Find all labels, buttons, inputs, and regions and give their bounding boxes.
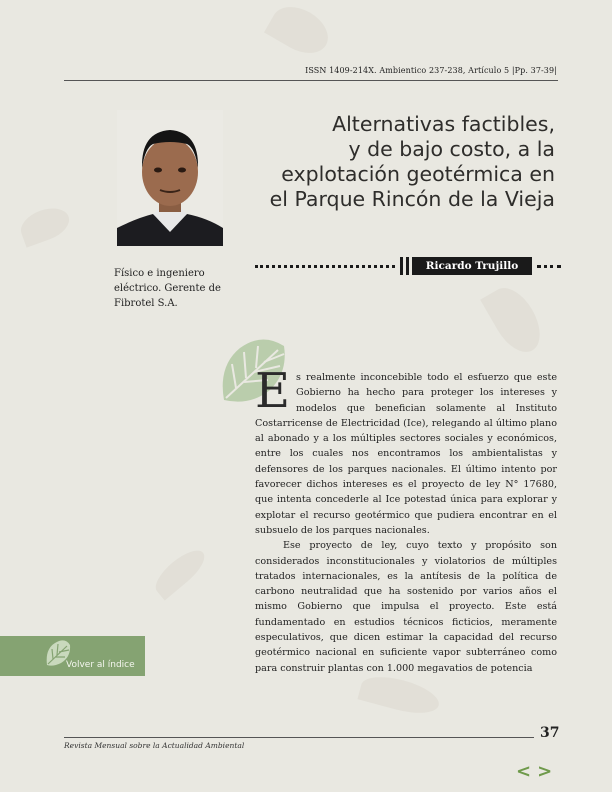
title-line: Alternativas factibles, <box>332 112 555 136</box>
article-title <box>235 112 555 212</box>
issn-citation: ISSN 1409-214X. Ambientico 237-238, Artículo 5 |Pp. 37-39| <box>305 66 557 75</box>
journal-name: Revista Mensual sobre la Actualidad Ambiental <box>64 741 245 750</box>
title-line: explotación geotérmica en <box>281 162 555 186</box>
byline-bars <box>400 257 412 275</box>
dotted-rule <box>255 265 395 268</box>
next-page-icon[interactable]: > <box>537 761 553 782</box>
header-divider <box>64 80 558 81</box>
title-line: el Parque Rincón de la Vieja <box>269 187 555 211</box>
author-byline <box>255 257 560 275</box>
page-number: 37 <box>540 725 560 741</box>
dotted-rule <box>537 265 561 268</box>
footer-divider <box>64 737 534 738</box>
back-to-index-label: Volver al índice <box>66 660 135 670</box>
paragraph-text: s realmente inconcebible todo el esfuerzo que este Gobierno ha hecho para proteger los intereses y modelos que benefician solamente al Instituto Costarricense de Electricidad (Ice), relegando al último plano al abonado y a los múltiples sectores sociales y económicos, entre los cuales nos encontramos los ambientalistas y defensores de los parques nacionales. El último intento por favorecer dichos intereses es el proyecto de ley N° 17680, que intenta concederle al Ice potestad única para explorar y explotar el recurso geotérmico que pudiera encontrar en el subsuelo de los parques nacionales. <box>255 372 557 536</box>
article-paragraph: Ese proyecto de ley, cuyo texto y propósito son considerados inconstitucionales y violatorios de múltiples tratados internacionales, es la antítesis de la política de carbono neutralidad que ha sostenido por varios años el mismo Gobierno que impulsa el proyecto. Este está fundamentado en estudios técnicos ficticios, meramente especulativos, que dicen estimar la capacidad del recurso geotérmico nacional en suficiente vapor subterráneo como para construir plantas con 1.000 megavatios de potencia <box>255 540 557 674</box>
previous-page-icon[interactable]: < <box>516 761 532 782</box>
page-navigation <box>516 761 553 782</box>
back-to-index-button[interactable] <box>0 636 145 676</box>
author-photo <box>117 110 223 246</box>
author-name: Ricardo Trujillo <box>412 257 532 275</box>
drop-cap: E <box>255 363 291 419</box>
article-body <box>255 363 557 676</box>
article-paragraph <box>255 363 557 538</box>
title-line: y de bajo costo, a la <box>348 137 555 161</box>
author-bio: Físico e ingeniero eléctrico. Gerente de Fibrotel S.A. <box>114 268 221 309</box>
